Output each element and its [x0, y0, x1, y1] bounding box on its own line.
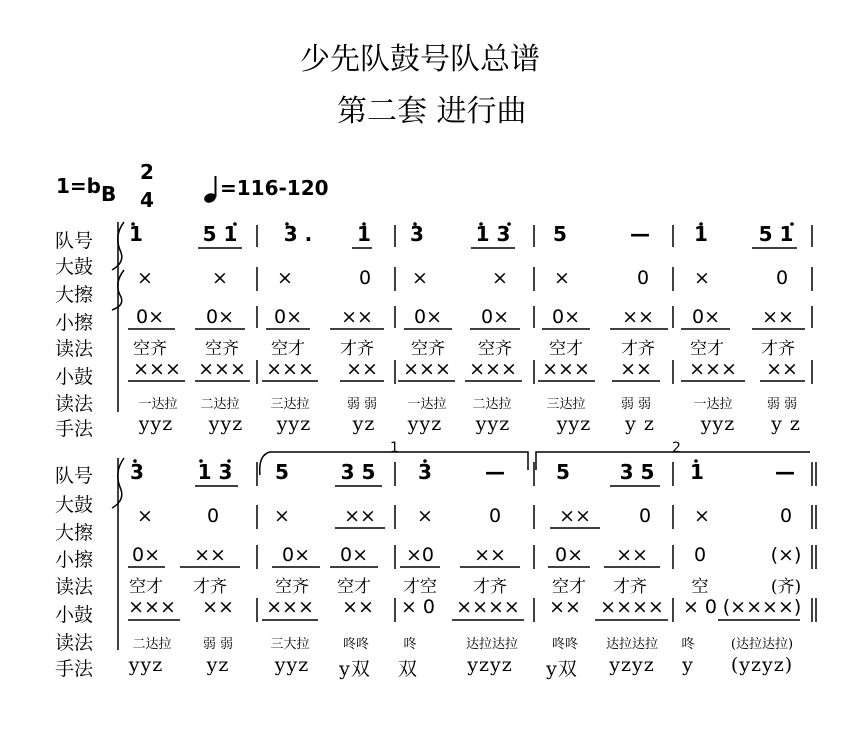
cymbal-beat: 0× — [691, 306, 721, 328]
snare-beat: ××× — [266, 358, 314, 380]
label-bugle-2: 队号 — [55, 465, 94, 487]
snare-beat: ××× — [198, 358, 246, 380]
snare-beat: ××× — [266, 596, 314, 618]
cymbal-reading: 空齐 — [275, 577, 309, 597]
snare-reading: 咚咚 — [342, 637, 370, 652]
snare-beat: ××× — [128, 596, 176, 618]
label-bugle-1: 队号 — [55, 230, 94, 252]
bugle-note: 3 5 — [619, 460, 655, 484]
hand-pattern: y双 — [546, 658, 578, 680]
hand-pattern: yzyz — [467, 654, 513, 676]
ending-1-marker: 1 — [390, 440, 399, 456]
snare-beat: ×× — [342, 596, 374, 618]
hand-pattern: yyz — [274, 654, 310, 676]
cymbal-beat: ×× — [474, 544, 506, 566]
drum-beat: 0 — [775, 267, 789, 289]
drum-beat: × — [137, 267, 153, 289]
label-small-cymbal-2: 小擦 — [55, 549, 94, 571]
hand-pattern: yyz — [407, 413, 443, 435]
snare-beat: ×× — [346, 358, 378, 380]
drum-beat: × — [412, 267, 428, 289]
cymbal-reading: 才齐 — [340, 339, 374, 359]
cymbal-reading: 才齐 — [613, 577, 647, 597]
bugle-note: — — [630, 222, 650, 246]
label-reading-2a: 读法 — [55, 576, 94, 598]
snare-reading: 三达拉 — [270, 397, 310, 412]
bugle-note: 5 1 — [202, 222, 238, 246]
label-reading-2b: 读法 — [55, 632, 94, 654]
hand-pattern: yyz — [138, 413, 174, 435]
label-bass-drum-2: 大鼓 — [55, 494, 94, 516]
snare-beat: ×××× — [456, 596, 520, 618]
cymbal-beat: ×× — [341, 306, 373, 328]
cymbal-beat: 0× — [554, 544, 584, 566]
snare-beat: ×× — [202, 596, 234, 618]
hand-pattern: yyz — [208, 413, 244, 435]
label-reading-1a: 读法 — [55, 338, 94, 360]
score-title: 少先队鼓号队总谱 — [300, 42, 540, 77]
snare-beat: × 0 — [682, 596, 718, 618]
drum-beat: × — [694, 267, 710, 289]
cymbal-reading: 空才 — [337, 577, 371, 597]
cymbal-beat: 0× — [551, 306, 581, 328]
drum-beat: × — [492, 267, 508, 289]
bugle-note: 3 . — [283, 222, 313, 246]
snare-beat: ××× — [542, 358, 590, 380]
cymbal-reading: 空才 — [552, 577, 586, 597]
snare-beat: ××× — [403, 358, 451, 380]
cymbal-reading: 才齐 — [473, 577, 507, 597]
cymbal-beat: 0× — [205, 306, 235, 328]
bugle-note: 5 — [556, 460, 570, 484]
bugle-note: 3 — [410, 222, 424, 246]
snare-reading: 咚 — [403, 637, 417, 652]
label-cymbal-2: 大擦 — [55, 522, 94, 544]
key-prefix: 1=b — [56, 174, 101, 198]
bugle-note: 1 — [357, 222, 371, 246]
snare-reading: 咚咚 — [551, 637, 579, 652]
hand-pattern: yz — [206, 654, 230, 676]
bugle-note: 3 5 — [340, 460, 376, 484]
cymbal-reading: (齐) — [770, 577, 802, 597]
hand-pattern: y z — [771, 413, 801, 435]
cymbal-beat: 0× — [413, 306, 443, 328]
hand-pattern: yyz — [128, 654, 164, 676]
cymbal-reading: 空齐 — [133, 339, 167, 359]
snare-beat: × 0 — [400, 596, 436, 618]
snare-reading: 弱 弱 — [766, 397, 798, 412]
cymbal-beat: 0× — [135, 306, 165, 328]
bugle-note: 5 — [553, 222, 567, 246]
label-hands-1: 手法 — [55, 418, 94, 440]
drum-beat: × — [137, 505, 153, 527]
bugle-note: 5 1 — [758, 222, 794, 246]
cymbal-beat: 0× — [131, 544, 161, 566]
drum-beat: ×× — [559, 505, 591, 527]
cymbal-reading: 才齐 — [761, 339, 795, 359]
hand-pattern: (yzyz) — [730, 654, 794, 676]
time-bottom: 4 — [140, 188, 154, 212]
snare-reading: 弱 弱 — [346, 397, 378, 412]
hand-pattern: yyz — [700, 413, 736, 435]
drum-beat: × — [417, 505, 433, 527]
cymbal-reading: 才齐 — [621, 339, 655, 359]
snare-reading: 一达拉 — [138, 397, 178, 412]
drum-beat: 0 — [636, 267, 650, 289]
bugle-note: 1 3 — [475, 222, 511, 246]
bugle-note: 5 — [275, 460, 289, 484]
snare-reading: 二达拉 — [132, 637, 172, 652]
label-reading-1b: 读法 — [55, 393, 94, 415]
cymbal-reading: 空才 — [129, 577, 163, 597]
snare-reading: 一达拉 — [407, 397, 447, 412]
cymbal-reading: 空才 — [549, 339, 583, 359]
cymbal-beat: 0× — [281, 544, 311, 566]
snare-reading: 达拉达拉 — [465, 637, 519, 652]
score-subtitle: 第二套 进行曲 — [337, 94, 527, 129]
hand-pattern: yyz — [276, 413, 312, 435]
snare-reading: (达拉达拉) — [730, 637, 794, 652]
cymbal-reading: 空才 — [690, 339, 724, 359]
cymbal-reading: 空才 — [271, 339, 305, 359]
snare-reading: 三达拉 — [546, 397, 586, 412]
bugle-note: 3 — [130, 460, 144, 484]
drum-beat: × — [694, 505, 710, 527]
snare-beat: ×××× — [600, 596, 664, 618]
snare-reading: 咚 — [681, 637, 695, 652]
hand-pattern: y双 — [339, 658, 371, 680]
snare-reading: 达拉达拉 — [605, 637, 659, 652]
cymbal-reading: 才齐 — [193, 577, 227, 597]
drum-beat: 0 — [638, 505, 652, 527]
cymbal-beat: ×0 — [405, 544, 435, 566]
snare-reading: 二达拉 — [200, 397, 240, 412]
drum-beat: ×× — [344, 505, 376, 527]
hand-pattern: yz — [352, 413, 376, 435]
cymbal-beat: ×× — [616, 544, 648, 566]
label-cymbal-1: 大擦 — [55, 284, 94, 306]
hand-pattern: yyz — [556, 413, 592, 435]
snare-beat: ×× — [766, 358, 798, 380]
cymbal-beat: 0× — [480, 306, 510, 328]
drum-beat: × — [274, 505, 290, 527]
snare-beat: ×× — [549, 596, 581, 618]
bugle-note: 1 — [694, 222, 708, 246]
drum-beat: × — [212, 267, 228, 289]
cymbal-beat: ×× — [622, 306, 654, 328]
cymbal-beat: ×× — [194, 544, 226, 566]
cymbal-beat: (×) — [770, 544, 802, 566]
drum-beat: 0 — [206, 505, 220, 527]
snare-beat: (××××) — [722, 596, 802, 618]
snare-reading: 三大拉 — [270, 637, 310, 652]
cymbal-reading: 空 — [691, 577, 709, 597]
cymbal-reading: 空齐 — [205, 339, 239, 359]
snare-beat: ××× — [133, 358, 181, 380]
bugle-note: — — [485, 460, 505, 484]
snare-reading: 弱 弱 — [620, 397, 652, 412]
hand-pattern: y — [682, 654, 694, 676]
drum-beat: × — [554, 267, 570, 289]
cymbal-beat: 0 — [693, 544, 707, 566]
label-small-cymbal-1: 小擦 — [55, 312, 94, 334]
cymbal-beat: 0× — [339, 544, 369, 566]
cymbal-beat: 0× — [273, 306, 303, 328]
bugle-note: 1 3 — [197, 460, 233, 484]
snare-reading: 弱 弱 — [202, 637, 234, 652]
snare-beat: ××× — [689, 358, 737, 380]
key-letter: B — [101, 182, 117, 206]
tempo-marking: =116-120 — [220, 176, 329, 200]
drum-beat: 0 — [488, 505, 502, 527]
ending-2-marker: 2 — [672, 440, 681, 456]
label-bass-drum-1: 大鼓 — [55, 256, 94, 278]
snare-reading: 一达拉 — [693, 397, 733, 412]
label-snare-1: 小鼓 — [55, 366, 94, 388]
cymbal-reading: 才空 — [403, 577, 437, 597]
cymbal-reading: 空齐 — [411, 339, 445, 359]
drum-beat: 0 — [358, 267, 372, 289]
bugle-note: 1 — [690, 460, 704, 484]
snare-beat: ××× — [469, 358, 517, 380]
hand-pattern: y z — [625, 413, 655, 435]
label-snare-2: 小鼓 — [55, 604, 94, 626]
bugle-note: 1 — [129, 222, 143, 246]
bugle-note: 3 — [418, 460, 432, 484]
drum-beat: 0 — [779, 505, 793, 527]
bugle-note: — — [775, 460, 795, 484]
cymbal-beat: ×× — [762, 306, 794, 328]
time-top: 2 — [140, 160, 154, 184]
hand-pattern: 双 — [397, 658, 419, 680]
cymbal-reading: 空齐 — [478, 339, 512, 359]
snare-reading: 二达拉 — [472, 397, 512, 412]
hand-pattern: yzyz — [609, 654, 655, 676]
drum-beat: × — [277, 267, 293, 289]
label-hands-2: 手法 — [55, 658, 94, 680]
snare-beat: ×× — [620, 358, 652, 380]
hand-pattern: yyz — [475, 413, 511, 435]
